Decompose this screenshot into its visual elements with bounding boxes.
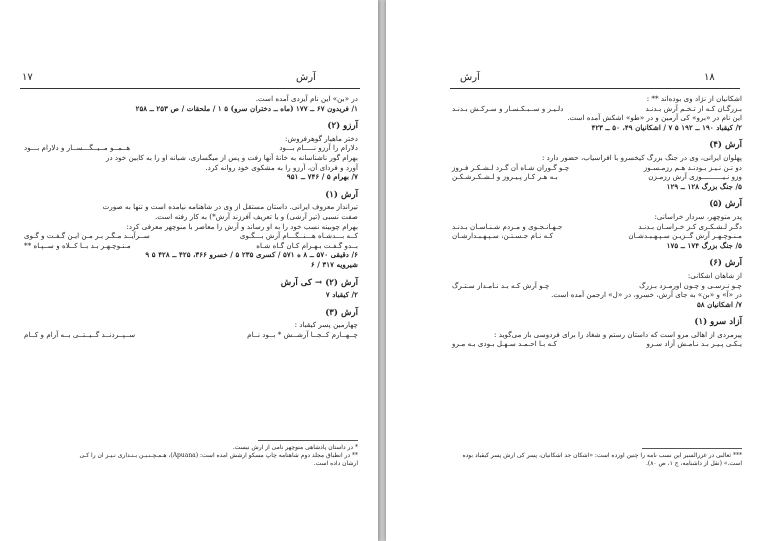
entry-title: آزاد سرو (۱) (694, 317, 742, 328)
entry-title: آرزو (۲) (327, 121, 358, 132)
hemistich: جـهـانـجـوی و مـردم شـنـاسـان بـدنـد (452, 221, 563, 231)
verse-couplet (452, 339, 742, 349)
hemistich: چـو آرش کـه بـد نـامـدار سـتـرگ (452, 280, 550, 290)
reference-line: ۶/ دقیقی ۵۷۰ ــ ۸ ه ۵۷۱ / کسری ۲۳۵ ۵ / خسرو ۳۶۶، ۴۲۵ ــ ۴۲۸ ۵ ۹ (145, 250, 358, 260)
text-line: بهرام گور ناشناسانه به خانهٔ آنها رفت و پس از میگساری، شبانه او را به کابین خود در (105, 152, 358, 162)
verse-couplet (452, 281, 742, 291)
text-line: دختر ماهیار گوهرفروش: (285, 133, 358, 143)
right-content (452, 94, 742, 349)
entry-title: آرش (۲) → کی آرش (280, 277, 358, 288)
hemistich: دو تـن نـیـز بـودنـد هـم رزمـسـوز (643, 162, 742, 172)
hemistich: ســرآیــد مـگـر بـر مـن ایـن گـفـت و گـوی (24, 231, 150, 241)
entry-title: آرش (۱) (325, 189, 358, 200)
verse-couplet (24, 143, 358, 153)
verse-couplet (452, 104, 742, 114)
entry-title: آرش (۵) (709, 199, 742, 210)
entry-title: آرش (۳) (325, 307, 358, 318)
reference-line: ۵/ جنگ بزرگ ۱۷۴ ــ ۱۷۵ (666, 240, 742, 250)
text-line: صفت نسبی (تیر آرشی) و یا تعریف آفرزند آرش*) به کار رفته است. (154, 211, 358, 221)
hemistich: بـه هـر کـار پـیـروز و لـشـکـرشـکـن (452, 172, 558, 182)
verse-couplet (452, 163, 742, 173)
hemistich: وزو نـیــــــــــوزی آرش رزمـزن (648, 172, 742, 182)
verse-couplet (24, 231, 358, 241)
hemistich: یـکـی پـیـر بـد نـامـش آزاد سـرو (646, 339, 742, 349)
footnote: ** در انطباق مجلد دوم شاهنامه چاپ مسکو آرشش آمده است: (Apuana)، هـمـچـنـیـن بـنـداری نـیـز آن را کـی (79, 452, 358, 459)
footnotes (24, 444, 358, 468)
hemistich: کـه بـا احـمـد سـهـل بـودی بـه مـرو (452, 339, 557, 349)
left-content (24, 94, 358, 339)
page-number: ۱۷ (22, 72, 33, 83)
footnote-rule (642, 448, 742, 449)
text-line: در «آ» و «بن» به جای آرش، خسرو، در «ل» ارجمن آمده است. (551, 290, 742, 300)
header-rule (450, 88, 740, 89)
footnote: است.» (نقل از داشنامه، ج ۱، ص ۸۰). (645, 460, 742, 467)
hemistich: دگـر لـشـکـری کـز خـراسـان بـدنـد (638, 221, 742, 231)
footnote-rule (258, 440, 358, 441)
running-title: آرش (296, 72, 316, 83)
footnote: * در داستان پادشاهی منوچهر نامی از آرش نیست. (232, 444, 358, 451)
text-line: این نام در «برو» کی آرمین و در «طو» اشکش آمده است. (567, 113, 742, 123)
hemistich: چــهــارم کــجــا آرشــش * بــود نــام (247, 329, 358, 339)
hemistich: مـنـوچـهـر آرش گــزیـن سـپـهـبـدشـان (628, 231, 742, 241)
text-line: در «بن» این نام آیزدی آمده است. (255, 94, 358, 103)
footnote: *** ثعالبی در غررالسیر این نسب نامه را چنین آورده است: «اشکان جد اشکانیان، پسر کی آرش پسر کیقباد بوده (462, 452, 742, 459)
verse-couplet (452, 222, 742, 232)
running-title: آرش (460, 72, 480, 83)
text-line: پهلوان ایرانی، وی در جنگ بزرگ کیخسرو با افراسیاب، حضور دارد : (541, 152, 742, 162)
right-page (386, 0, 768, 541)
text-line: آورد و فردای آن، آرزو را به مشکوی خود روانه کرد. (205, 162, 358, 172)
left-page (0, 0, 378, 541)
text-line: از شاهان اشکانی: (687, 270, 742, 280)
hemistich: دلارام را آرزو نـــــام بـــود (279, 143, 358, 153)
hemistich: هــمــو مــیــگـــســار و دلارام بـــود (24, 143, 131, 153)
entry-title: آرش (۴) (709, 140, 742, 151)
reference-line: ۷/ بهرام ۵ / ۷۴۶ ــ ۹۵۱ (286, 172, 358, 182)
text-line: پیرمردی از اهالی مرو است که داستان رستم و شغاد را برای فردوسی باز می‌گوید : (494, 329, 742, 339)
footnote: آرشان داده است. (313, 460, 358, 467)
text-line: بهرام چوبینه نسب خود را به او رساند و آرش را معاصر با منوچهر معرفی کرد: (126, 221, 358, 231)
page-number: ۱۸ (704, 72, 715, 83)
hemistich: بـزرگـان کـه از تـخـم آرش بـدنـد (645, 103, 742, 113)
hemistich: ســپــردنــد گــیــتــی بــه آرام و کــام (24, 329, 136, 339)
hemistich: کـه نـام جـسـتـن، سـپـهـبـدارشـان (452, 231, 554, 241)
reference-line: ۵/ جنگ بزرگ ۱۲۸ ــ ۱۲۹ (666, 181, 742, 191)
reference-line: ۷/ اشکانیان ۵۸ (696, 299, 742, 309)
verse-couplet (452, 231, 742, 241)
verse-couplet (452, 172, 742, 182)
footnotes (452, 452, 742, 468)
hemistich: بــدو گـفـت بـهـرام کـان گـاه شـاه (256, 240, 358, 250)
verse-couplet (24, 241, 358, 251)
text-line: اشکانیان از نژاد وی بوده‌اند ** : (646, 94, 742, 103)
reference-line: ۲/ کیقباد ۷ (325, 290, 358, 300)
hemistich: چـو نـرسـی و چـون اورمـزد بـزرگ (639, 280, 742, 290)
verse-couplet (24, 330, 358, 340)
text-line: پدر منوچهر، سردار خراسانی: (654, 211, 742, 221)
header-rule (20, 88, 360, 89)
entry-title: آرش (۶) (709, 258, 742, 269)
reference-line: شیرویه ۳۱۷ / ۶ (310, 259, 358, 269)
hemistich: مـنـوچـهـر بـد بــا کــلاه و ســپـاه ** (24, 240, 131, 250)
reference-line: ۲/ کیقباد ۱۹۰ ــ ۱۹۲ ۵ ۷ / اشکانیان ۴۹، ۵۰ ــ ۴۲۳ (591, 122, 742, 132)
hemistich: دلـیـر و ســبـکـسـار و سـرکـش بـدنـد (452, 103, 564, 113)
text-line: چهارمین پسر کیقباد : (294, 320, 358, 330)
text-line: تیرانداز معروف ایرانی. داستان مستقل از وی در شاهنامه نیامده است و تنها به صورت (102, 202, 358, 212)
hemistich: چـو گـوران شـاه آن گـرد لـشـکـر فـروز (452, 162, 570, 172)
reference-line: ۱/ فریدون ۶۷ ــ ۱۷۷ (ماه ــ دختران سرو) ۵ ۱ / ملحقات / ص ۲۵۳ ــ ۲۵۸ (135, 103, 358, 113)
hemistich: کــه بـــدشـاه هـــنــگـــام آرش بـــگـوی (239, 231, 358, 241)
